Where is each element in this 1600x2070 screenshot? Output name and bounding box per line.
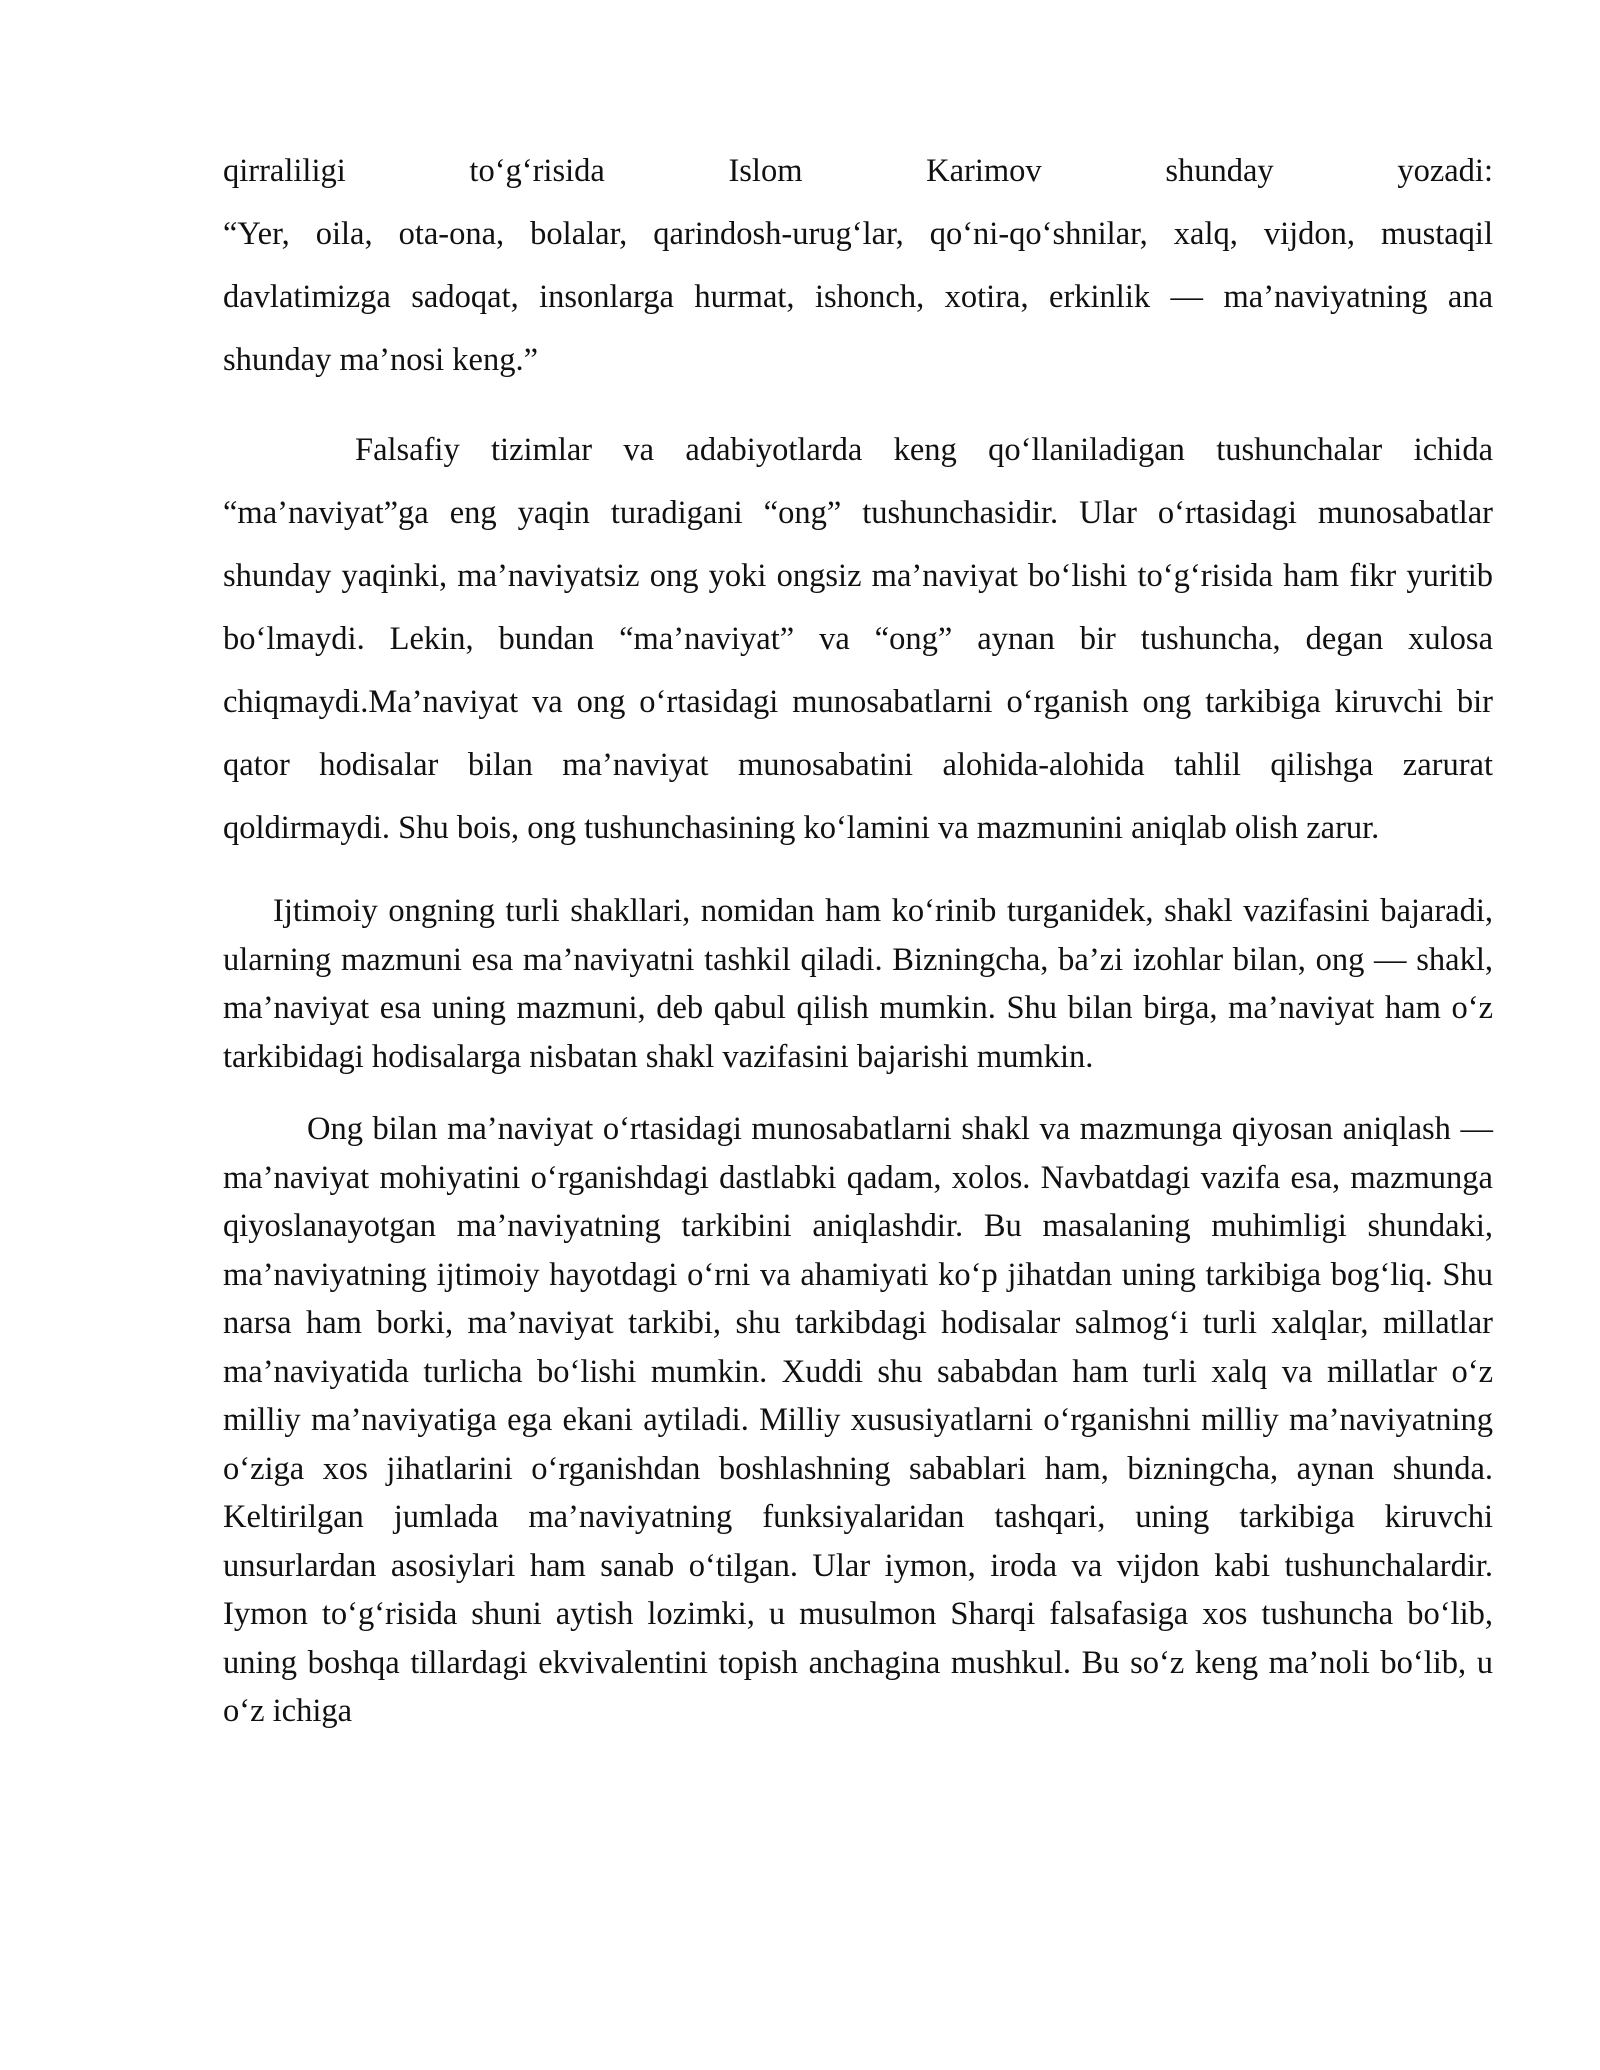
paragraph-ijtimoiy-ong: Ijtimoiy ongning turli shakllari, nomidan ham ko‘rinib turganidek, shakl vazifasini bajaradi, ularning mazmuni esa ma’naviyatni tashkil qiladi. Bizningcha, ba’zi izohlar bilan, ong — shakl, ma’naviyat esa uning mazmuni, deb qabul qilish mumkin. Shu bilan birga, ma’naviyat ham o‘z tarkibidagi hodisalarga nisbatan shakl vazifasini bajarishi mumkin.	[223, 893, 1493, 1075]
document-page	[223, 140, 1493, 1736]
paragraph-falsafiy-tizimlar: Falsafiy tizimlar va adabiyotlarda keng qo‘llaniladigan tushunchalar ichida “ma’naviyat”ga eng yaqin turadigani “ong” tushunchasidir. Ular o‘rtasidagi munosabatlar shunday yaqinki, ma’naviyatsiz ong yoki ongsiz ma’naviyat bo‘lishi to‘g‘risida ham fikr yuritib bo‘lmaydi. Lekin, bundan “ma’naviyat” va “ong” aynan bir tushuncha, degan xulosa chiqmaydi.Ma’naviyat va ong o‘rtasidagi munosabatlarni o‘rganish ong tarkibiga kiruvchi bir qator hodisalar bilan ma’naviyat munosabatini alohida-alohida tahlil qilishga zarurat qoldirmaydi. Shu bois, ong tushunchasining ko‘lamini va mazmunini aniqlab olish zarur.	[223, 432, 1493, 846]
paragraph-ong-va-manaviyat: Ong bilan ma’naviyat o‘rtasidagi munosabatlarni shakl va mazmunga qiyosan aniqlash — ma’naviyat mohiyatini o‘rganishdagi dastlabki qadam, xolos. Navbatdagi vazifa esa, mazmunga qiyoslanayotgan ma’naviyatning tarkibini aniqlashdir. Bu masalaning muhimligi shundaki, ma’naviyatning ijtimoiy hayotdagi o‘rni va ahamiyati ko‘p jihatdan uning tarkibiga bog‘liq. Shu narsa ham borki, ma’naviyat tarkibi, shu tarkibdagi hodisalar salmog‘i turli xalqlar, millatlar ma’naviyatida turlicha bo‘lishi mumkin. Xuddi shu sababdan ham turli xalq va millatlar o‘z milliy ma’naviyatiga ega ekani aytiladi. Milliy xususiyatlarni o‘rganishni milliy ma’naviyatning o‘ziga xos jihatlarini o‘rganishdan boshlashning sabablari ham, bizningcha, aynan shunda. Keltirilgan jumlada ma’naviyatning funksiyalaridan tashqari, uning tarkibiga kiruvchi unsurlardan asosiylari ham sanab o‘tilgan. Ular iymon, iroda va vijdon kabi tushunchalardir. Iymon to‘g‘risida shuni aytish lozimki, u musulmon Sharqi falsafasiga xos tushuncha bo‘lib, uning boshqa tillardagi ekvivalentini topish anchagina mushkul. Bu so‘z keng ma’noli bo‘lib, u o‘z ichiga	[223, 1111, 1493, 1729]
quote-text: “Yer, oila, ota-ona, bolalar, qarindosh-urug‘lar, qo‘ni-qo‘shnilar, xalq, vijdon, mustaqil davlatimizga sadoqat, insonlarga hurmat, ishonch, xotira, erkinlik — ma’naviyatning ana shunday ma’nosi keng.”	[223, 216, 1493, 378]
paragraph-karimov-quote	[223, 140, 1493, 392]
paragraph-first-line: qirraliligi to‘g‘risida Islom Karimov shunday yozadi:	[223, 153, 1493, 189]
